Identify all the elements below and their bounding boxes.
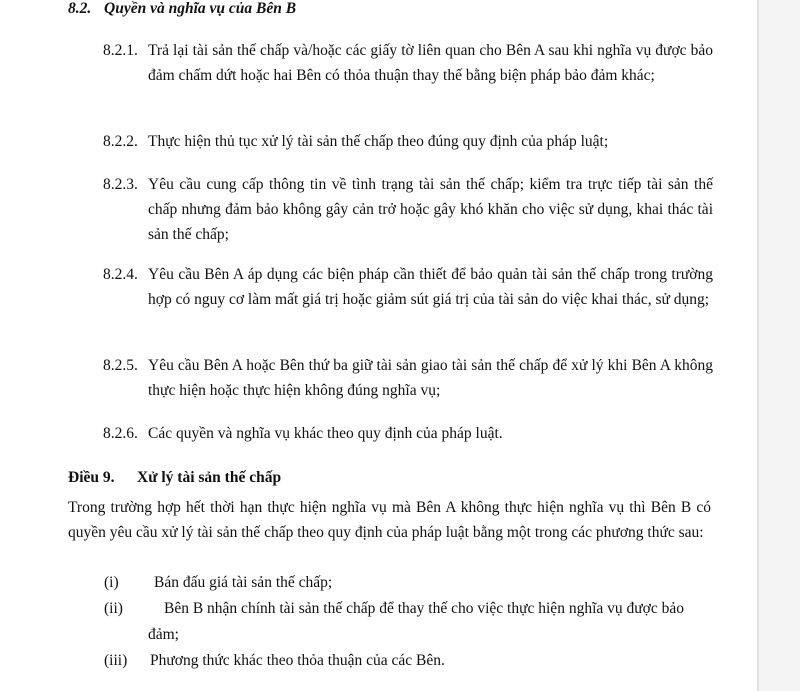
clause-item [103,129,713,154]
clause-text: Yêu cầu Bên A áp dụng các biện pháp cần thiết để bảo quản tài sản thế chấp trong trường hợp có nguy cơ làm mất giá trị hoặc giảm sút giá trị của tài sản do việc khai thác, sử dụng; [148,266,713,308]
article-title: Xử lý tài sản thế chấp [137,469,282,486]
method-text: Phương thức khác theo thỏa thuận của các Bên. [150,652,445,669]
clause-item [103,353,713,403]
clause-number: 8.2.2. [103,133,138,150]
clause-text: Yêu cầu cung cấp thông tin về tình trạng tài sản thế chấp; kiểm tra trực tiếp tài sản thế chấp nhưng đảm bảo không gây cản trở hoặc gây khó khăn cho việc sử dụng, khai thác tài sản thế chấp; [148,176,713,243]
section-title: Quyền và nghĩa vụ của Bên B [104,0,297,17]
method-item [104,596,711,648]
clause-item [103,38,713,88]
page-margin-background [759,0,800,691]
method-numeral: (ii) [104,600,123,617]
article-number: Điều 9. [68,469,115,486]
method-item [104,648,711,674]
clause-item [103,172,713,247]
clause-text: Yêu cầu Bên A hoặc Bên thứ ba giữ tài sản giao tài sản thế chấp để xử lý khi Bên A không thực hiện hoặc thực hiện không đúng nghĩa vụ; [148,357,713,399]
method-numeral: (i) [104,574,119,591]
section-number: 8.2. [68,0,92,17]
method-text: Bán đấu giá tài sản thế chấp; [154,574,333,591]
clause-text: Thực hiện thủ tục xử lý tài sản thế chấp theo đúng quy định của pháp luật; [148,133,609,150]
method-item [104,570,711,596]
clause-number: 8.2.5. [103,357,138,374]
clause-number: 8.2.3. [103,176,138,193]
clause-number: 8.2.6. [103,425,138,442]
section-heading [68,0,296,18]
clause-text: Trả lại tài sản thế chấp và/hoặc các giấy tờ liên quan cho Bên A sau khi nghĩa vụ được bảo đảm chấm dứt hoặc hai Bên có thỏa thuận thay thế bằng biện pháp bảo đảm khác; [148,42,713,84]
clause-item [103,262,713,312]
clause-number: 8.2.4. [103,266,138,283]
method-numeral: (iii) [104,652,128,669]
clause-number: 8.2.1. [103,42,138,59]
clause-text: Các quyền và nghĩa vụ khác theo quy định của pháp luật. [148,425,503,442]
method-text: Bên B nhận chính tài sản thế chấp để thay thế cho việc thực hiện nghĩa vụ được bảo đảm; [148,600,684,643]
article-intro: Trong trường hợp hết thời hạn thực hiện nghĩa vụ mà Bên A không thực hiện nghĩa vụ thì Bên B có quyền yêu cầu xử lý tài sản thế chấp theo quy định của pháp luật bằng một trong các phương thức sau: [68,499,711,541]
clause-item [103,421,713,446]
article-heading [68,469,281,487]
